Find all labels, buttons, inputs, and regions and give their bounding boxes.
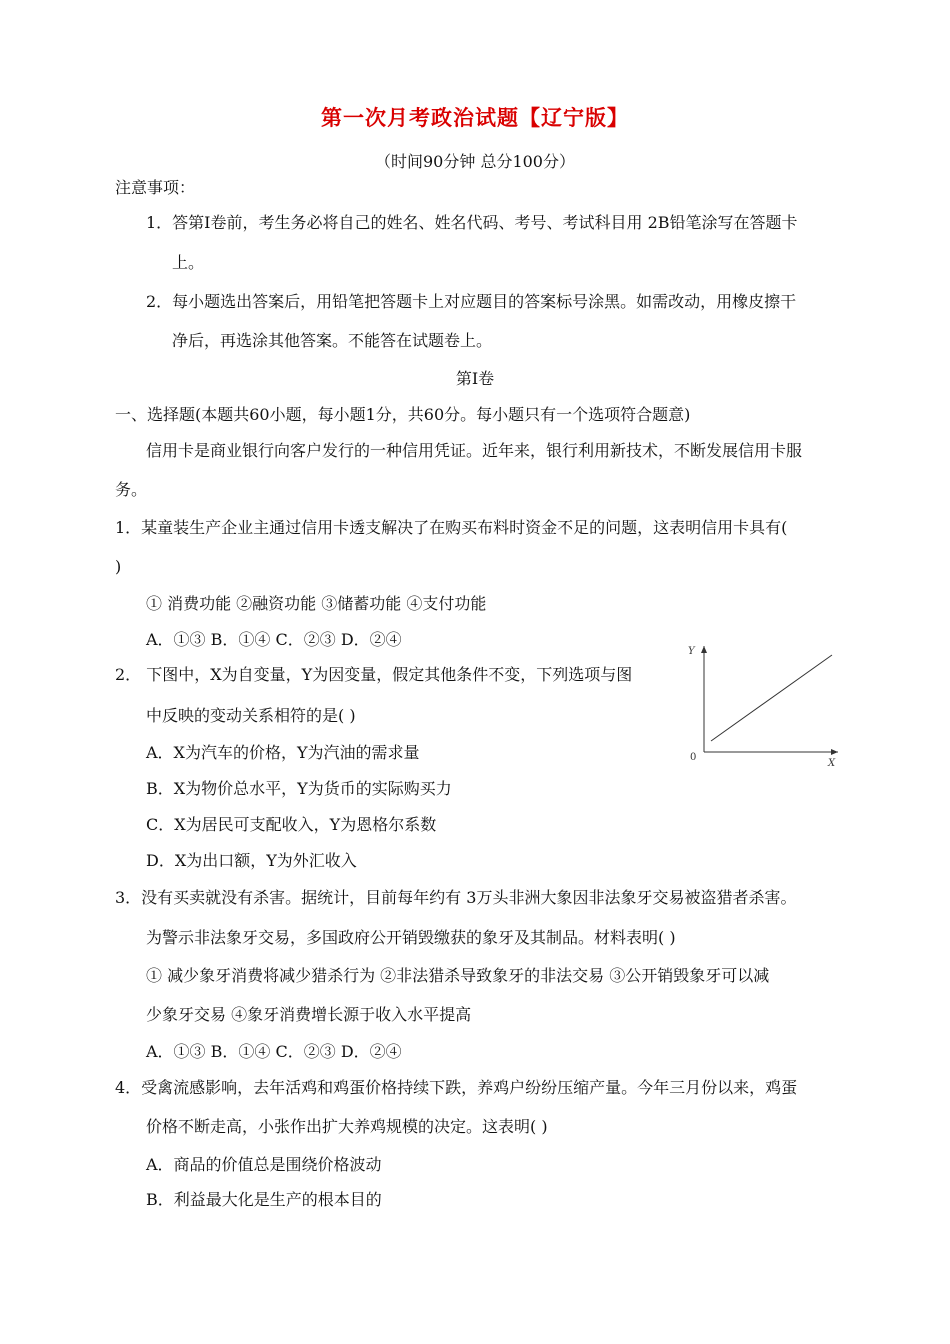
question-2-option-a: A．X为汽车的价格，Y为汽油的需求量 xyxy=(146,743,420,762)
question-4-option-a: A．商品的价值总是围绕价格波动 xyxy=(146,1155,382,1174)
xy-graph xyxy=(684,640,844,770)
question-4-stem-line-1: 4．受禽流感影响，去年活鸡和鸡蛋价格持续下跌，养鸡户纷纷压缩产量。今年三月份以来，鸡蛋 xyxy=(115,1078,798,1097)
material-line-1: 信用卡是商业银行向客户发行的一种信用凭证。近年来，银行利用新技术，不断发展信用卡服 xyxy=(146,441,803,460)
exam-subtitle: （时间90分钟 总分100分） xyxy=(375,152,575,171)
notice-item-1-line-2: 上。 xyxy=(172,253,205,272)
question-3-choices: A．①③ B．①④ C．②③ D．②④ xyxy=(146,1042,402,1061)
question-3-items-line-2: 少象牙交易 ④象牙消费增长源于收入水平提高 xyxy=(146,1005,472,1024)
origin-label: 0 xyxy=(690,752,697,763)
y-axis-label: Y xyxy=(688,646,695,657)
question-2-stem-line-2: 中反映的变动关系相符的是( ) xyxy=(146,706,356,725)
section-heading: 一、选择题(本题共60小题，每小题1分，共60分。每小题只有一个选项符合题意) xyxy=(115,405,691,424)
question-3-stem-line-1: 3．没有买卖就没有杀害。据统计，目前每年约有 3万头非洲大象因非法象牙交易被盗猎者杀害。 xyxy=(115,888,797,907)
page-title: 第一次月考政治试题【辽宁版】 xyxy=(321,106,629,130)
question-3-stem-line-2: 为警示非法象牙交易，多国政府公开销毁缴获的象牙及其制品。材料表明( ) xyxy=(146,928,676,947)
question-2-option-c: C．X为居民可支配收入，Y为恩格尔系数 xyxy=(146,815,437,834)
question-2-option-d: D．X为出口额，Y为外汇收入 xyxy=(146,851,357,870)
question-1-items: ① 消费功能 ②融资功能 ③储蓄功能 ④支付功能 xyxy=(146,594,487,613)
question-2-stem-line-1: 2． 下图中，X为自变量，Y为因变量，假定其他条件不变，下列选项与图 xyxy=(115,665,633,684)
notice-heading: 注意事项： xyxy=(115,178,196,197)
notice-item-2-line-2: 净后，再选涂其他答案。不能答在试题卷上。 xyxy=(172,331,493,350)
volume-heading: 第Ⅰ卷 xyxy=(455,369,495,388)
question-1-stem-line-1: 1．某童装生产企业主通过信用卡透支解决了在购买布料时资金不足的问题，这表明信用卡具有( xyxy=(115,518,788,537)
question-4-stem-line-2: 价格不断走高，小张作出扩大养鸡规模的决定。这表明( ) xyxy=(146,1117,548,1136)
x-axis-arrow xyxy=(831,749,838,755)
material-line-2: 务。 xyxy=(115,480,148,499)
notice-item-1-line-1: 1．答第Ⅰ卷前，考生务必将自己的姓名、姓名代码、考号、考试科目用 2B铅笔涂写在答题卡 xyxy=(146,213,798,232)
question-1-choices: A．①③ B．①④ C．②③ D．②④ xyxy=(146,630,402,649)
question-1-stem-line-2: ) xyxy=(115,557,122,576)
relation-line xyxy=(711,655,832,741)
question-4-option-b: B．利益最大化是生产的根本目的 xyxy=(146,1190,382,1209)
notice-item-2-line-1: 2．每小题选出答案后，用铅笔把答题卡上对应题目的答案标号涂黑。如需改动，用橡皮擦干 xyxy=(146,292,797,311)
x-axis-label: X xyxy=(828,758,836,769)
y-axis-arrow xyxy=(701,646,707,653)
question-2-option-b: B．X为物价总水平，Y为货币的实际购买力 xyxy=(146,779,452,798)
question-3-items-line-1: ① 减少象牙消费将减少猎杀行为 ②非法猎杀导致象牙的非法交易 ③公开销毁象牙可以减 xyxy=(146,966,770,985)
